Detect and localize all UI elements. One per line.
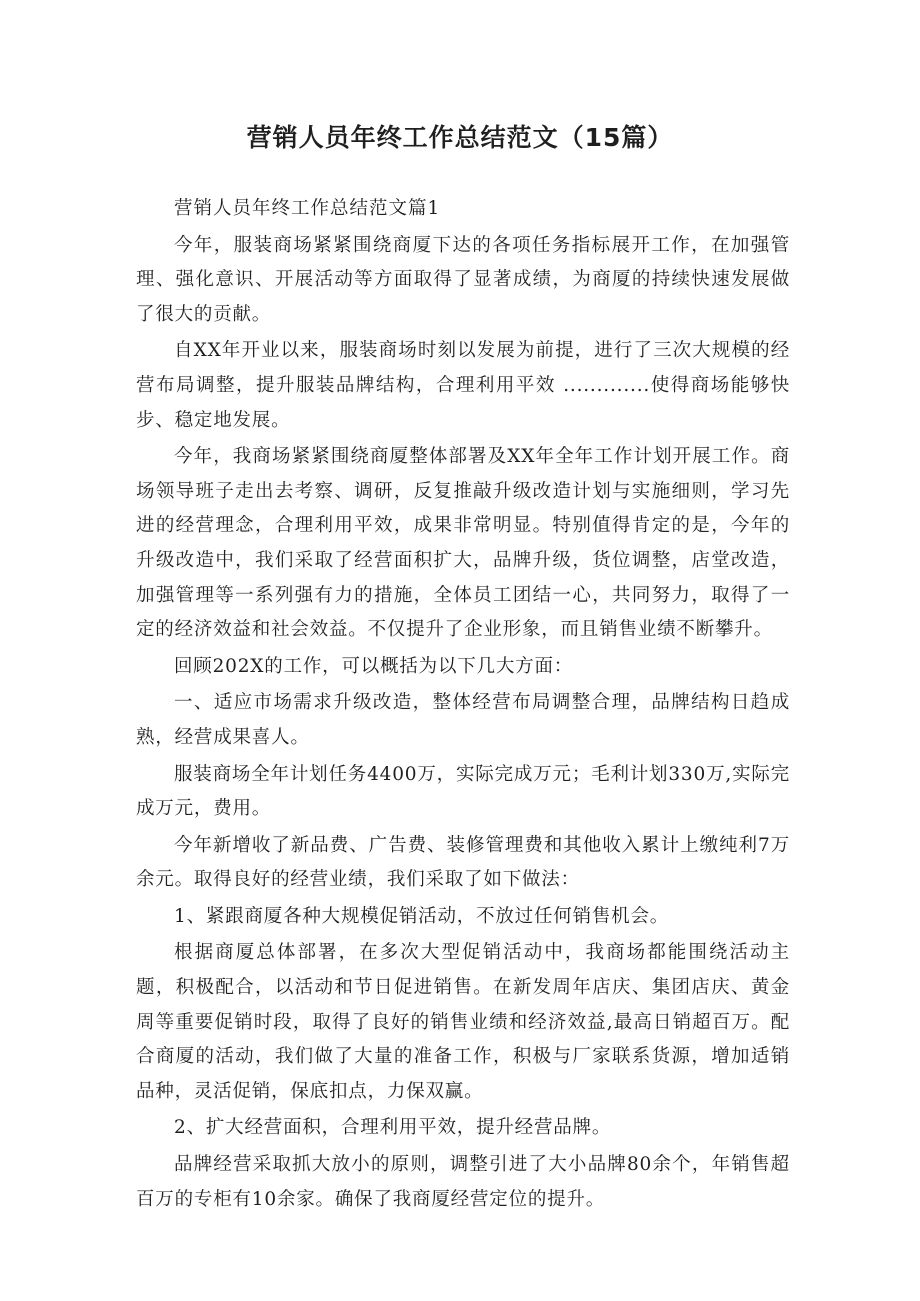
paragraph: 1、紧跟商厦各种大规模促销活动，不放过任何销售机会。	[174, 905, 670, 927]
paragraph: 服装商场全年计划任务4400万，实际完成万元；毛利计划330万,实际完成万元，费用。	[136, 763, 790, 820]
document-title: 营销人员年终工作总结范文（15篇）	[246, 123, 674, 152]
document-body	[136, 192, 790, 1219]
paragraph: 今年新增收了新品费、广告费、装修管理费和其他收入累计上缴纯利7万余元。取得良好的经营业绩，我们采取了如下做法：	[136, 834, 790, 891]
paragraph: 2、扩大经营面积，合理利用平效，提升经营品牌。	[174, 1117, 612, 1139]
section-heading: 营销人员年终工作总结范文篇1	[174, 198, 441, 219]
paragraph: 自XX年开业以来，服装商场时刻以发展为前提，进行了三次大规模的经营布局调整，提升服装品牌结构，合理利用平效 .............使得商场能够快步、稳定地发展。	[136, 340, 790, 431]
paragraph: 今年，服装商场紧紧围绕商厦下达的各项任务指标展开工作，在加强管理、强化意识、开展活动等方面取得了显著成绩，为商厦的持续快速发展做了很大的贡献。	[136, 234, 790, 325]
paragraph: 今年，我商场紧紧围绕商厦整体部署及XX年全年工作计划开展工作。商场领导班子走出去考察、调研，反复推敲升级改造计划与实施细则，学习先进的经营理念，合理利用平效，成果非常明显。特别值得肯定的是，今年的升级改造中，我们采取了经营面积扩大，品牌升级，货位调整，店堂改造，加强管理等一系列强有力的措施，全体员工团结一心，共同努力，取得了一定的经济效益和社会效益。不仅提升了企业形象，而且销售业绩不断攀升。	[136, 446, 790, 641]
paragraph: 一、适应市场需求升级改造，整体经营布局调整合理，品牌结构日趋成熟，经营成果喜人。	[136, 692, 790, 748]
paragraph: 品牌经营采取抓大放小的原则，调整引进了大小品牌80余个，年销售超百万的专柜有10余家。确保了我商厦经营定位的提升。	[136, 1154, 790, 1210]
paragraph: 回顾202X的工作，可以概括为以下几大方面：	[174, 655, 574, 677]
paragraph: 根据商厦总体部署，在多次大型促销活动中，我商场都能围绕活动主题，积极配合，以活动和节日促进销售。在新发周年店庆、集团店庆、黄金周等重要促销时段，取得了良好的销售业绩和经济效益,最高日销超百万。配合商厦的活动，我们做了大量的准备工作，积极与厂家联系货源，增加适销品种，灵活促销，保底扣点，力保双赢。	[136, 942, 790, 1102]
